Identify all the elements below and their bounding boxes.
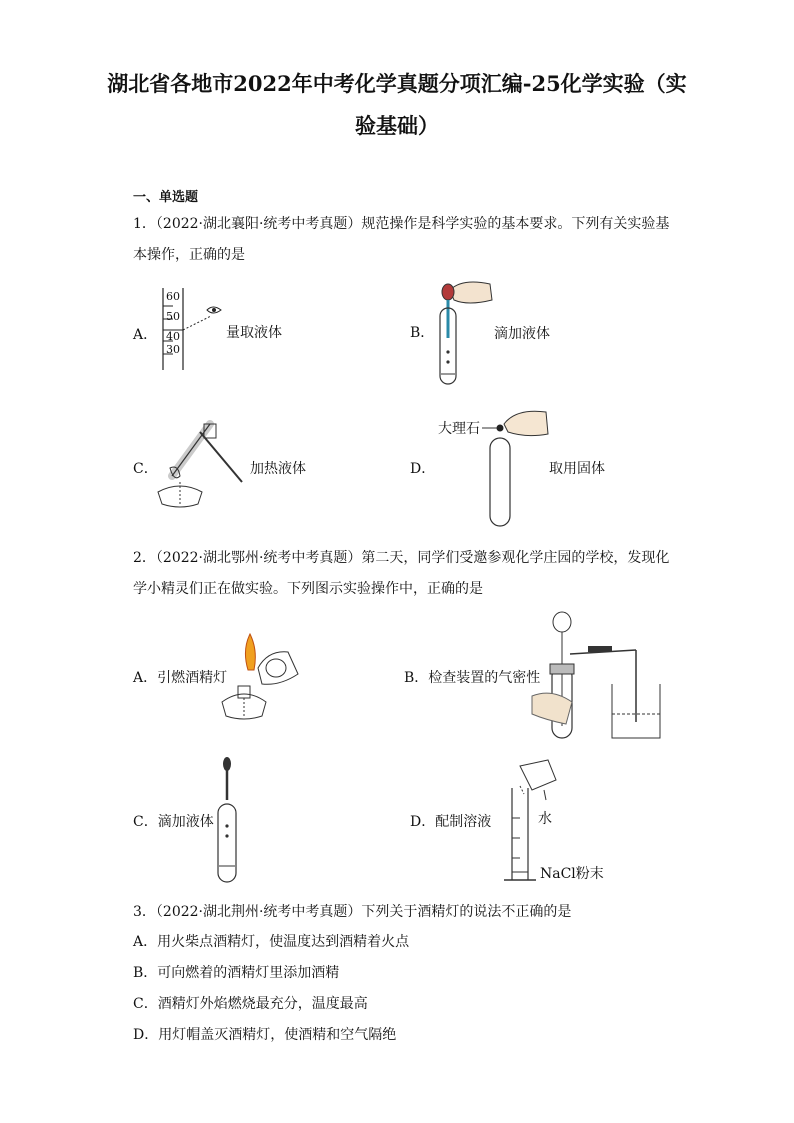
q1-option-d-caption: 取用固体: [549, 461, 605, 477]
q1-option-c-label: C．: [133, 461, 158, 477]
q1-marble-label: 大理石: [438, 421, 480, 437]
q1-cylinder-tick-labels: [166, 290, 180, 356]
q3-option-a: A．用火柴点酒精灯，使温度达到酒精着火点: [133, 934, 410, 950]
q2-stem-cont: 学小精灵们正在做实验。下列图示实验操作中，正确的是: [133, 581, 483, 597]
dropper-above-tube-figure: [212, 756, 242, 884]
dropper-into-tube-figure: [432, 278, 502, 390]
adding-solid-to-tube-figure: [482, 404, 552, 528]
q3-option-c: C．酒精灯外焰燃烧最充分，温度最高: [133, 996, 368, 1012]
q1-stem-cont: 本操作，正确的是: [133, 247, 245, 263]
airtightness-check-figure: [532, 610, 662, 740]
section-heading: 一、单选题: [133, 190, 199, 205]
page-title-cont: 验基础）: [355, 113, 439, 138]
q1-stem: 1．（2022·湖北襄阳·统考中考真题）规范操作是科学实验的基本要求。下列有关实验基: [133, 216, 670, 232]
page-title: 湖北省各地市2022年中考化学真题分项汇编-25化学实验（实: [107, 71, 687, 96]
q2-water-label: 水: [538, 811, 552, 827]
q1-option-c-caption: 加热液体: [250, 461, 306, 477]
q3-option-d: D．用灯帽盖灭酒精灯，使酒精和空气隔绝: [133, 1027, 397, 1043]
q1-option-a-label: A．: [133, 327, 158, 343]
lighting-alcohol-lamp-figure: [218, 630, 302, 720]
q2-option-b-label: B．检查装置的气密性: [404, 670, 541, 686]
tick-label: 60: [166, 290, 180, 303]
tick-label: 40: [166, 330, 180, 343]
q1-option-a-caption: 量取液体: [226, 325, 282, 341]
tick-label: 30: [166, 343, 180, 356]
q2-option-c-label: C．滴加液体: [133, 814, 214, 830]
q2-option-a-label: A．引燃酒精灯: [133, 670, 228, 686]
q3-option-b: B．可向燃着的酒精灯里添加酒精: [133, 965, 340, 981]
q1-option-b-caption: 滴加液体: [494, 326, 550, 342]
heating-liquid-figure: [150, 414, 250, 514]
q1-option-b-label: B．: [410, 325, 435, 341]
q3-stem: 3．（2022·湖北荆州·统考中考真题）下列关于酒精灯的说法不正确的是: [133, 904, 572, 920]
q2-nacl-label: NaCl粉末: [540, 866, 604, 882]
q2-stem: 2．（2022·湖北鄂州·统考中考真题）第二天，同学们受邀参观化学庄园的学校，发现化: [133, 550, 670, 566]
q2-option-d-label: D．配制溶液: [410, 814, 492, 830]
q1-option-d-label: D．: [410, 461, 436, 477]
tick-label: 50: [166, 310, 180, 323]
